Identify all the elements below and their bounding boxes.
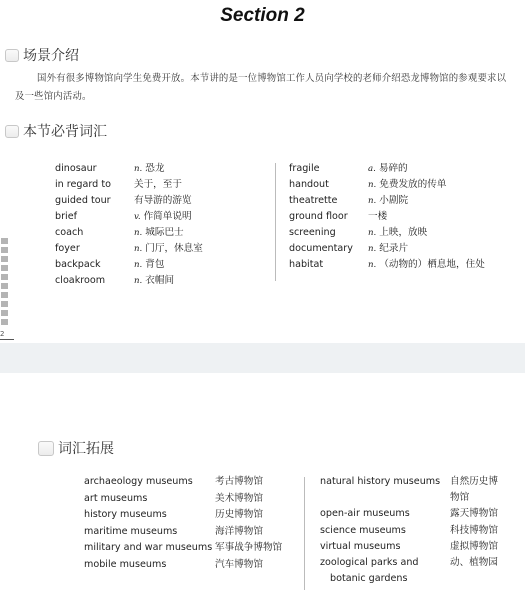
vocab-word: ground floor [289,211,348,222]
vocab-word: theatrette [289,195,338,206]
extension-term-zh: 历史博物馆 [215,509,263,520]
spine-binding-text [0,236,9,336]
vocab-meaning: 免费发放的传单 [379,179,447,190]
heading-box-icon [5,125,19,138]
vocab-word: guided tour [55,195,111,206]
vocab-meaning: （动物的）栖息地，住处 [379,259,485,270]
must-learn-heading-text: 本节必背词汇 [23,124,107,140]
scene-heading [5,45,79,65]
part-of-speech: n. [368,228,377,238]
vocab-word: habitat [289,259,324,270]
heading-box-icon [5,49,19,62]
vocab-meaning-wrap [134,209,192,225]
vocab-meaning: 小剧院 [379,195,409,206]
page-gap [0,343,525,373]
vocab-word: backpack [55,259,101,270]
vocab-meaning-wrap [368,241,408,257]
part-of-speech: n. [368,260,377,270]
scene-heading-text: 场景介绍 [23,48,79,64]
extension-term-zh: 科技博物馆 [450,524,498,536]
vocab-word: foyer [55,243,80,254]
vocab-word: documentary [289,243,353,254]
part-of-speech: n. [368,196,377,206]
part-of-speech: a. [368,164,376,174]
vocab-meaning: 纪录片 [379,243,409,254]
vocab-meaning: 背包 [145,259,165,270]
extension-term-en: virtual museums [320,540,401,552]
vocab-meaning: 恐龙 [145,163,165,174]
vocab-word: brief [55,211,77,222]
extension-term-en: open-air museums [320,508,410,520]
vocab-meaning-wrap [134,241,203,257]
vocab-word: cloakroom [55,275,106,286]
vocab-meaning-wrap [134,257,164,273]
vocab-meaning: 门厅，休息室 [145,243,203,254]
part-of-speech: n. [134,276,143,286]
extension-term-en: art museums [84,492,148,504]
extension-term-zh: 军事战争博物馆 [215,542,283,553]
vocab-word: dinosaur [55,163,97,174]
part-of-speech: v. [134,212,141,222]
part-of-speech: n. [134,244,143,254]
extension-column-divider [304,477,305,590]
extension-term-zh: 露天博物馆 [450,508,498,520]
part-of-speech: n. [368,244,377,254]
extension-heading [38,438,114,458]
vocab-meaning-wrap [368,209,387,225]
extension-term-en: botanic gardens [330,573,408,585]
vocab-meaning: 易碎的 [378,163,408,174]
vocab-meaning: 作简单说明 [143,211,192,222]
extension-term-zh: 海洋博物馆 [215,525,263,537]
vocab-meaning-wrap [368,257,485,273]
extension-term-en: science museums [320,524,406,536]
vocab-meaning-wrap [134,177,182,193]
extension-term-zh: 考古博物馆 [215,476,263,487]
extension-term-zh: 动、植物园 [450,557,498,568]
vocab-meaning-wrap [134,193,192,209]
vocab-meaning-wrap [368,161,408,177]
vocab-meaning: 一楼 [368,211,388,222]
vocab-meaning: 关于，至于 [134,179,182,190]
extension-term-en: natural history museums [320,476,441,487]
extension-term-zh: 自然历史博 [450,476,498,487]
vocab-meaning: 城际巴士 [145,227,184,238]
vocab-meaning-wrap [134,161,164,177]
vocab-meaning: 衣帽间 [145,275,175,286]
vocab-word: handout [289,179,329,190]
section-title: Section 2 [220,5,305,26]
heading-box-icon [38,441,54,456]
vocab-meaning-wrap [134,273,174,289]
vocab-meaning: 上映，放映 [379,227,428,238]
page-bottom [0,373,525,610]
part-of-speech: n. [368,180,377,190]
vocab-word: in regard to [55,179,111,190]
extension-term-en: maritime museums [84,525,178,537]
vocab-meaning-wrap [368,193,408,209]
vocab-word: fragile [289,163,320,174]
scene-intro: 国外有很多博物馆向学生免费开放。本节讲的是一位博物馆工作人员向学校的老师介绍恐龙博物馆的参观要求以及一些馆内活动。 [15,73,507,102]
vocab-word: coach [55,227,84,238]
extension-term-zh: 虚拟博物馆 [450,540,498,552]
extension-term-zh: 物馆 [450,492,470,504]
extension-term-en: zoological parks and [320,557,419,568]
extension-term-en: mobile museums [84,558,167,570]
extension-term-zh: 美术博物馆 [215,492,263,504]
extension-term-en: archaeology museums [84,476,193,487]
must-learn-heading [5,121,107,141]
column-divider [275,163,276,281]
extension-term-en: history museums [84,509,167,520]
vocab-meaning-wrap [134,225,184,241]
part-of-speech: n. [134,164,143,174]
extension-term-en: military and war museums [84,542,213,553]
extension-term-zh: 汽车博物馆 [215,558,263,570]
part-of-speech: n. [134,228,143,238]
vocab-meaning-wrap [368,177,446,193]
spine-number: 2 [0,330,5,338]
vocab-meaning-wrap [368,225,427,241]
vocab-meaning: 有导游的游览 [134,195,192,206]
extension-heading-text: 词汇拓展 [58,441,114,457]
part-of-speech: n. [134,260,143,270]
spine-rule [0,339,14,340]
vocab-word: screening [289,227,336,238]
